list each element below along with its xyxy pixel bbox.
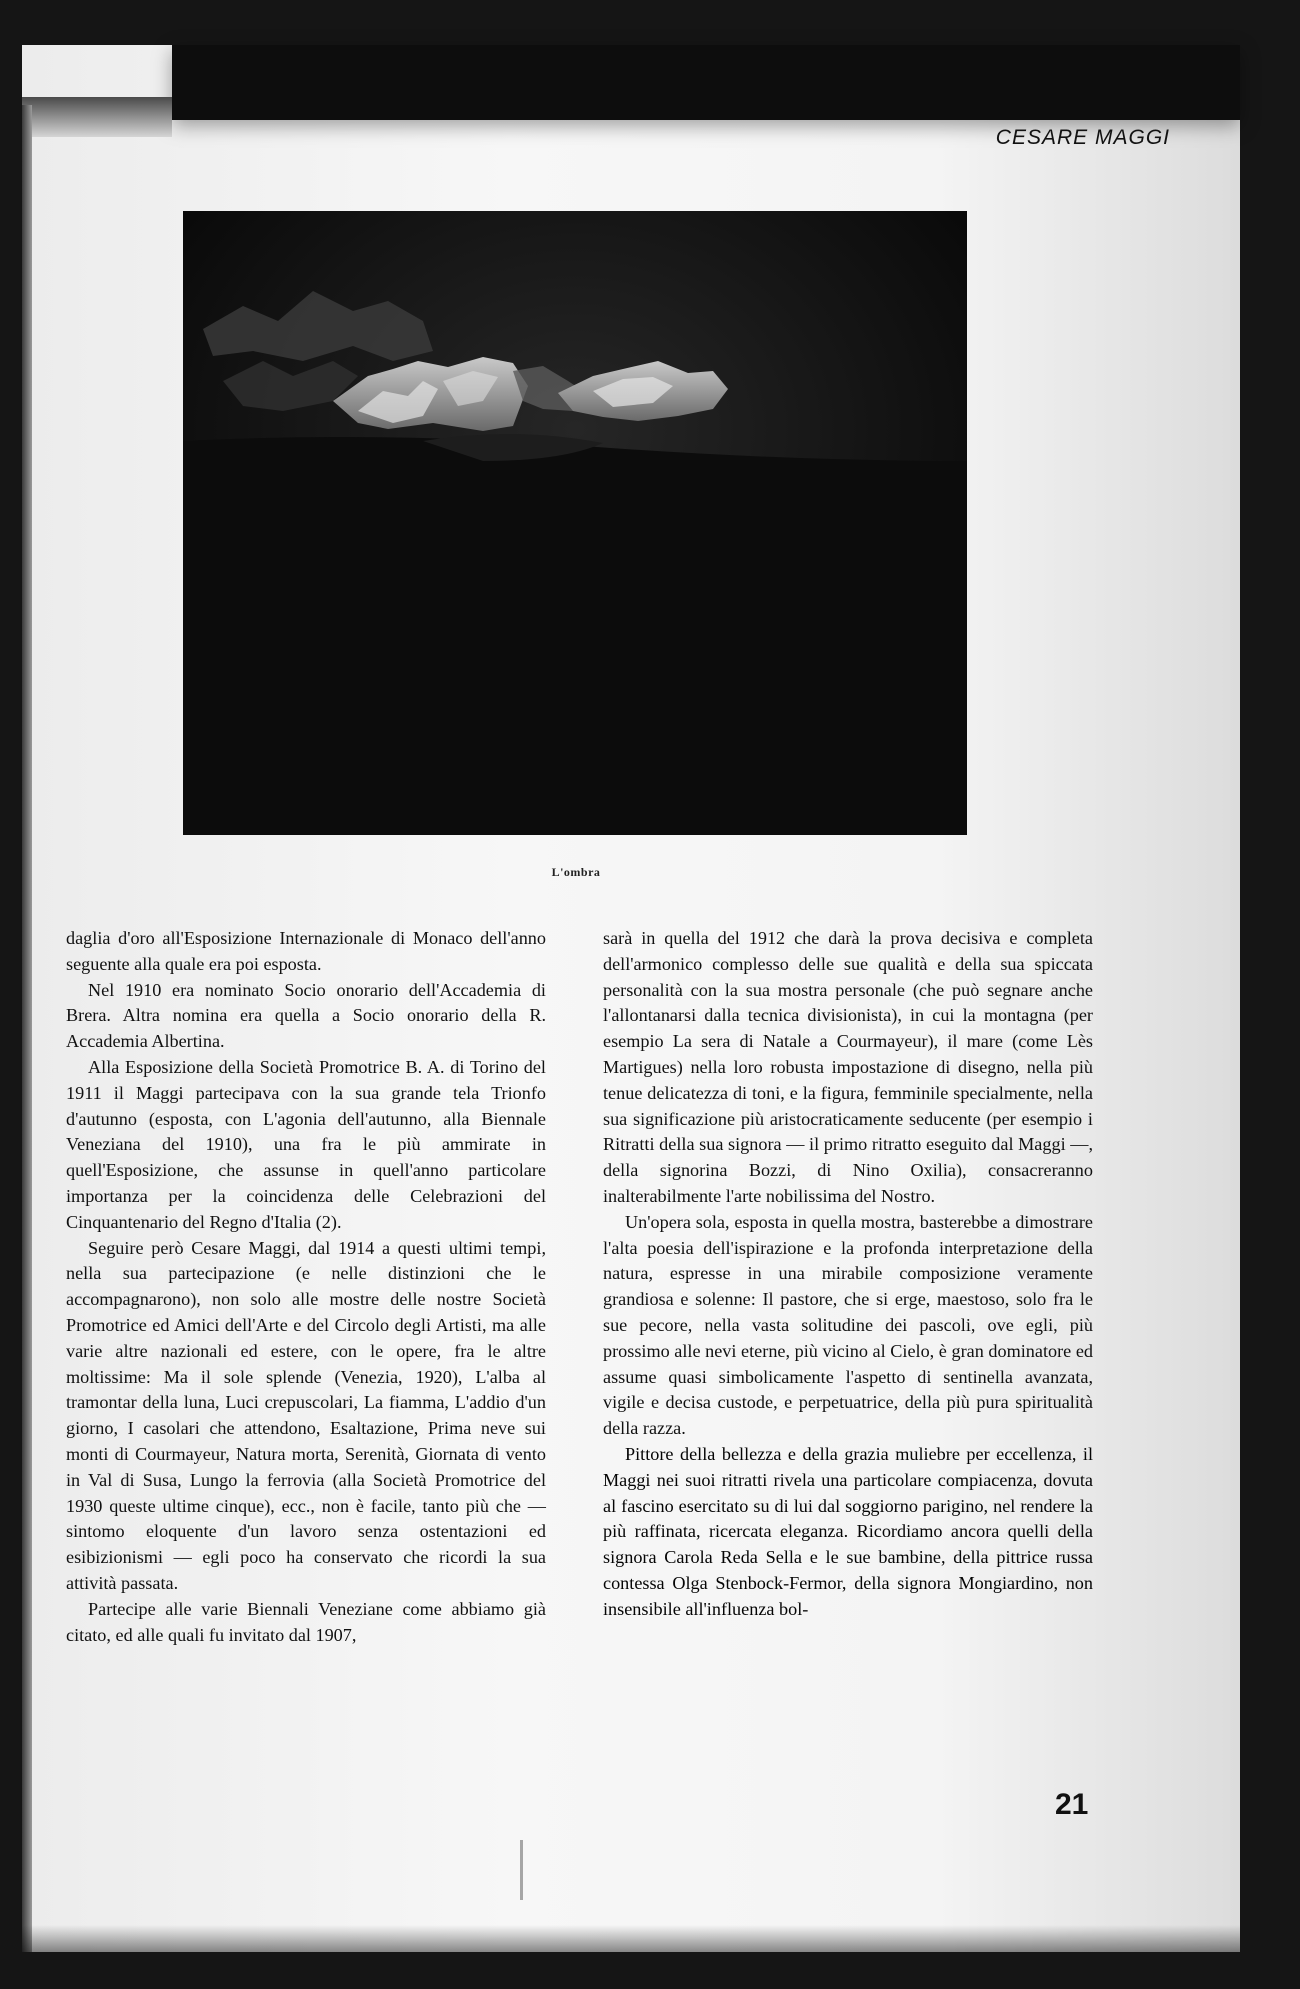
right-paragraph: Pittore della bellezza e della grazia muliebre per eccellenza, il Maggi nei suoi ritratti rivela una particolare compiacenza, dovuta al fascino esercitato su di lui dal soggiorno parigino, nel rendere la più raffinata, ricercata eleganza. Ricordiamo ancora quelli della signora Carola Reda Sella e le sue bambine, della pittrice russa contessa Olga Stenbock-Fermor, della signora Mongiardino, non insensibile all'influenza bol- <box>603 1443 1093 1619</box>
right-paragraph: Un'opera sola, esposta in quella mostra, basterebbe a dimostrare l'alta poesia dell'ispirazione e la profonda interpretazione della natura, espresse in una mirabile composizione veramente grandiosa e solenne: Il pastore, che si erge, maestoso, solo fra le sue pecore, nella vasta solitudine dei pascoli, ove egli, più prossimo alle nevi eterne, più vicino al Cielo, è gran dominatore ed assume quasi simbolicamente l'aspetto di sentinella avanzata, vigile e decisa custode, e perpetuatrice, della più pura spiritualità della razza. <box>603 1211 1093 1439</box>
running-head: CESARE MAGGI <box>995 126 1170 149</box>
scan-border-top <box>0 0 1300 45</box>
right-column <box>603 926 1093 1623</box>
right-paragraph: sarà in quella del 1912 che darà la prova decisiva e completa dell'armonico complesso delle sue qualità e della sua spiccata personalità con la sua mostra personale (che può segnare anche l'allontanarsi dalla tecnica divisionista), in cui la montagna (per esempio La sera di Natale a Courmayeur), il mare (come Lès Martigues) nella loro robusta impostazione di disegno, nella più tenue delicatezza di toni, e la figura, femminile specialmente, nella sua significazione più aristocraticamente seducente (per esempio i Ritratti della sua signora — il primo ritratto eseguito dal Maggi —, della signorina Bozzi, di Nino Oxilia), consacreranno inalterabilmente l'arte nobilissima del Nostro. <box>603 928 1093 1206</box>
scan-border-bottom <box>0 1952 1300 1989</box>
left-paragraph: Partecipe alle varie Biennali Veneziane come abbiamo già citato, ed alle quali fu invitato dal 1907, <box>66 1598 546 1645</box>
artwork-plate <box>183 211 967 835</box>
left-paragraph: daglia d'oro all'Esposizione Internazionale di Monaco dell'anno seguente alla quale era poi esposta. <box>66 928 546 974</box>
page-top-shadow <box>172 45 1240 120</box>
scan-border-left <box>0 0 22 1989</box>
page-bottom-shadow <box>22 1925 1240 1952</box>
page-top-fold <box>22 97 172 137</box>
left-paragraph: Nel 1910 era nominato Socio onorario dell'Accademia di Brera. Altra nomina era quella a Socio onorario della R. Accademia Albertina. <box>66 979 546 1052</box>
scan-border-right <box>1240 0 1300 1989</box>
page-binding-edge <box>22 105 32 1952</box>
left-column <box>66 926 546 1648</box>
left-paragraph: Alla Esposizione della Società Promotrice B. A. di Torino del 1911 il Maggi partecipava con la sua grande tela Trionfo d'autunno (esposta, con L'agonia dell'autunno, alla Biennale Veneziana del 1910), una fra le più ammirate in quell'Esposizione, che assunse in quell'anno particolare importanza per la coincidenza delle Celebrazioni del Cinquantenario del Regno d'Italia (2). <box>66 1056 546 1232</box>
scan-mark <box>520 1840 523 1900</box>
left-paragraph: Seguire però Cesare Maggi, dal 1914 a questi ultimi tempi, nella sua partecipazione (e nelle distinzioni che le accompagnarono), non solo alle mostre delle nostre Società Promotrice ed Amici dell'Arte e del Circolo degli Artisti, ma alle varie altre nazionali ed estere, con le opere, fra le altre moltissime: Ma il sole splende (Venezia, 1920), L'alba al tramontar della luna, Luci crepuscolari, La fiamma, L'addio d'un giorno, I casolari che attendono, Esaltazione, Prima neve sui monti di Courmayeur, Natura morta, Serenità, Giornata di vento in Val di Susa, Lungo la ferrovia (alla Società Promotrice del 1930 queste ultime cinque), ecc., non è facile, tanto più che — sintomo eloquente d'un lavoro senza ostentazioni ed esibizionismi — egli poco ha conservato che ricordi la sua attività passata. <box>66 1237 546 1593</box>
page-number: 21 <box>1055 1788 1089 1821</box>
mountain-photo <box>183 211 967 835</box>
plate-caption: L'ombra <box>551 865 601 879</box>
